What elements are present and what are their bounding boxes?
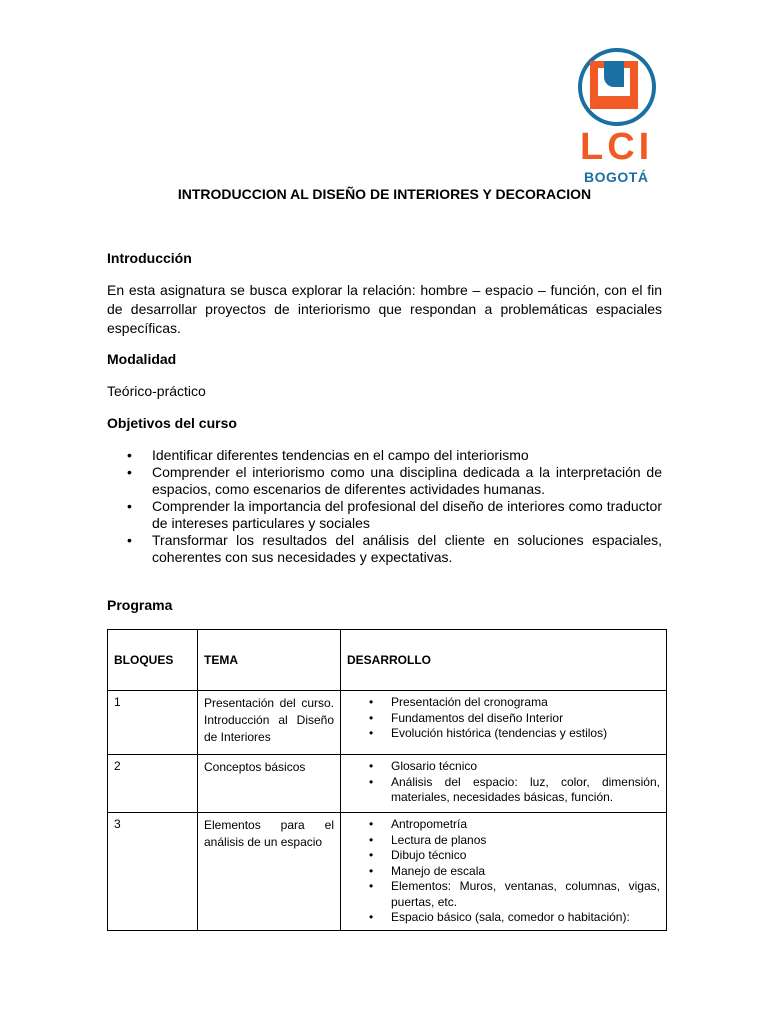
list-item: • Análisis del espacio: luz, color, dimensión, materiales, necesidades básicas, función.: [347, 775, 660, 806]
logo-city: BOGOTÁ: [584, 169, 649, 185]
list-item: • Transformar los resultados del análisis del cliente en soluciones espaciales, coherentes con sus necesidades y expectativas.: [107, 532, 662, 566]
lci-logo: [574, 48, 662, 188]
header-bloques: BLOQUES: [108, 630, 198, 691]
cell-bloque: 1: [108, 691, 198, 755]
list-item: • Fundamentos del diseño Interior: [347, 711, 660, 727]
modalidad-text: Teórico-práctico: [107, 383, 206, 399]
list-item: • Identificar diferentes tendencias en el campo del interiorismo: [107, 447, 662, 464]
table-header-row: [108, 630, 667, 691]
cell-bloque: 2: [108, 755, 198, 813]
list-item: • Manejo de escala: [347, 864, 660, 880]
table-row: [108, 813, 667, 931]
programa-heading: Programa: [107, 597, 173, 613]
cell-desarrollo: [341, 691, 667, 755]
cell-tema: Elementos para el análisis de un espacio: [198, 813, 341, 931]
intro-heading: Introducción: [107, 250, 192, 266]
list-item: • Presentación del cronograma: [347, 695, 660, 711]
header-desarrollo: DESARROLLO: [341, 630, 667, 691]
list-item: • Glosario técnico: [347, 759, 660, 775]
list-item: • Antropometría: [347, 817, 660, 833]
list-item: • Lectura de planos: [347, 833, 660, 849]
list-item: • Dibujo técnico: [347, 848, 660, 864]
list-item: • Espacio básico (sala, comedor o habitación):: [347, 910, 660, 926]
cell-tema: Presentación del curso. Introducción al Diseño de Interiores: [198, 691, 341, 755]
document-title: INTRODUCCION AL DISEÑO DE INTERIORES Y DECORACION: [177, 186, 592, 202]
header-tema: TEMA: [198, 630, 341, 691]
list-item: • Comprender el interiorismo como una disciplina dedicada a la interpretación de espacios, como escenarios de diferentes actividades humanas.: [107, 464, 662, 498]
objetivos-heading: Objetivos del curso: [107, 415, 237, 431]
intro-text: En esta asignatura se busca explorar la relación: hombre – espacio – función, con el fin de desarrollar proyectos de interiorismo que respondan a problemáticas espaciales específicas.: [107, 282, 662, 336]
list-item: • Elementos: Muros, ventanas, columnas, vigas, puertas, etc.: [347, 879, 660, 910]
list-item: • Evolución histórica (tendencias y estilos): [347, 726, 660, 742]
programa-table: [107, 629, 667, 931]
objetivos-list: [107, 447, 662, 566]
modalidad-heading: Modalidad: [107, 351, 177, 367]
logo-blue-shape: [604, 61, 624, 87]
logo-text: LCI: [580, 126, 654, 168]
table-row: [108, 755, 667, 813]
list-item: • Comprender la importancia del profesional del diseño de interiores como traductor de intereses particulares y sociales: [107, 498, 662, 532]
table-row: [108, 691, 667, 755]
cell-bloque: 3: [108, 813, 198, 931]
cell-desarrollo: [341, 813, 667, 931]
cell-desarrollo: [341, 755, 667, 813]
cell-tema: Conceptos básicos: [198, 755, 341, 813]
